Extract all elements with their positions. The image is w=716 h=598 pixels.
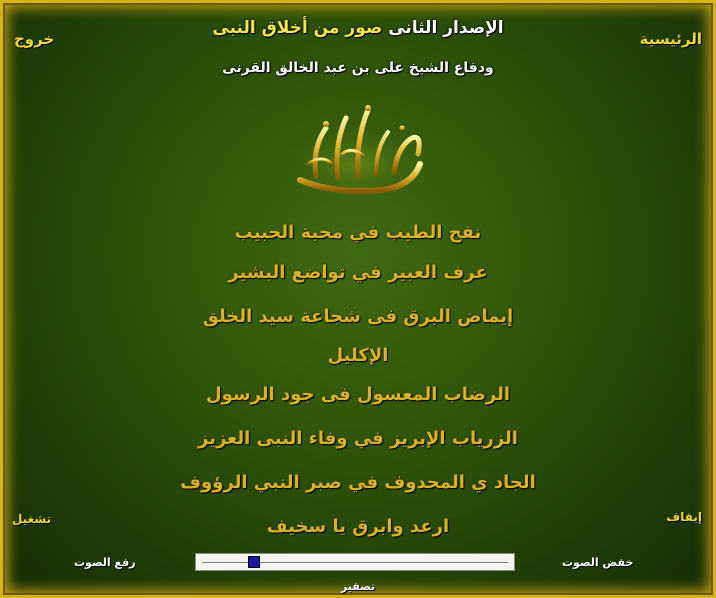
title-series-name: صور من أخلاق النبى bbox=[212, 18, 383, 38]
menu-item-lecture[interactable]: إيماض البرق فى شجاعة سيد الخلق bbox=[202, 306, 514, 327]
mute-button[interactable]: تصفير bbox=[340, 580, 376, 593]
volume-down-button[interactable]: خفض الصوت bbox=[562, 556, 634, 569]
home-button[interactable]: الرئيسية bbox=[639, 30, 702, 48]
calligraphy-rasulullah-icon bbox=[272, 98, 444, 208]
menu-item-lecture[interactable]: نفح الطيب في محبة الحبيب bbox=[234, 222, 482, 243]
menu-item-lecture[interactable]: الجاد ي المحدوف في صبر النبي الرؤوف bbox=[180, 472, 536, 493]
menu-item-lecture[interactable]: ارعد وابرق يا سخيف bbox=[266, 516, 450, 537]
volume-slider[interactable] bbox=[195, 553, 515, 571]
play-button[interactable]: تشغيل bbox=[12, 512, 52, 526]
menu-item-lecture[interactable]: الزرياب الإبريز في وفاء النبى العزيز bbox=[198, 428, 518, 449]
page-subtitle: ودفاع الشيخ على بن عبد الخالق القرنى bbox=[222, 60, 494, 76]
volume-up-button[interactable]: رفع الصوت bbox=[74, 556, 136, 569]
stop-button[interactable]: إيقاف bbox=[666, 510, 702, 524]
title-edition: الإصدار الثانى bbox=[388, 18, 504, 38]
exit-button[interactable]: خروج bbox=[14, 30, 55, 48]
menu-item-lecture[interactable]: الرضاب المعسول فى جود الرسول bbox=[205, 384, 511, 405]
menu-item-lecture[interactable]: الإكليل bbox=[327, 345, 389, 366]
page-title bbox=[0, 18, 716, 38]
volume-slider-thumb[interactable] bbox=[248, 556, 260, 568]
menu-item-lecture[interactable]: عرف العبير في تواضع البشير bbox=[228, 262, 488, 283]
